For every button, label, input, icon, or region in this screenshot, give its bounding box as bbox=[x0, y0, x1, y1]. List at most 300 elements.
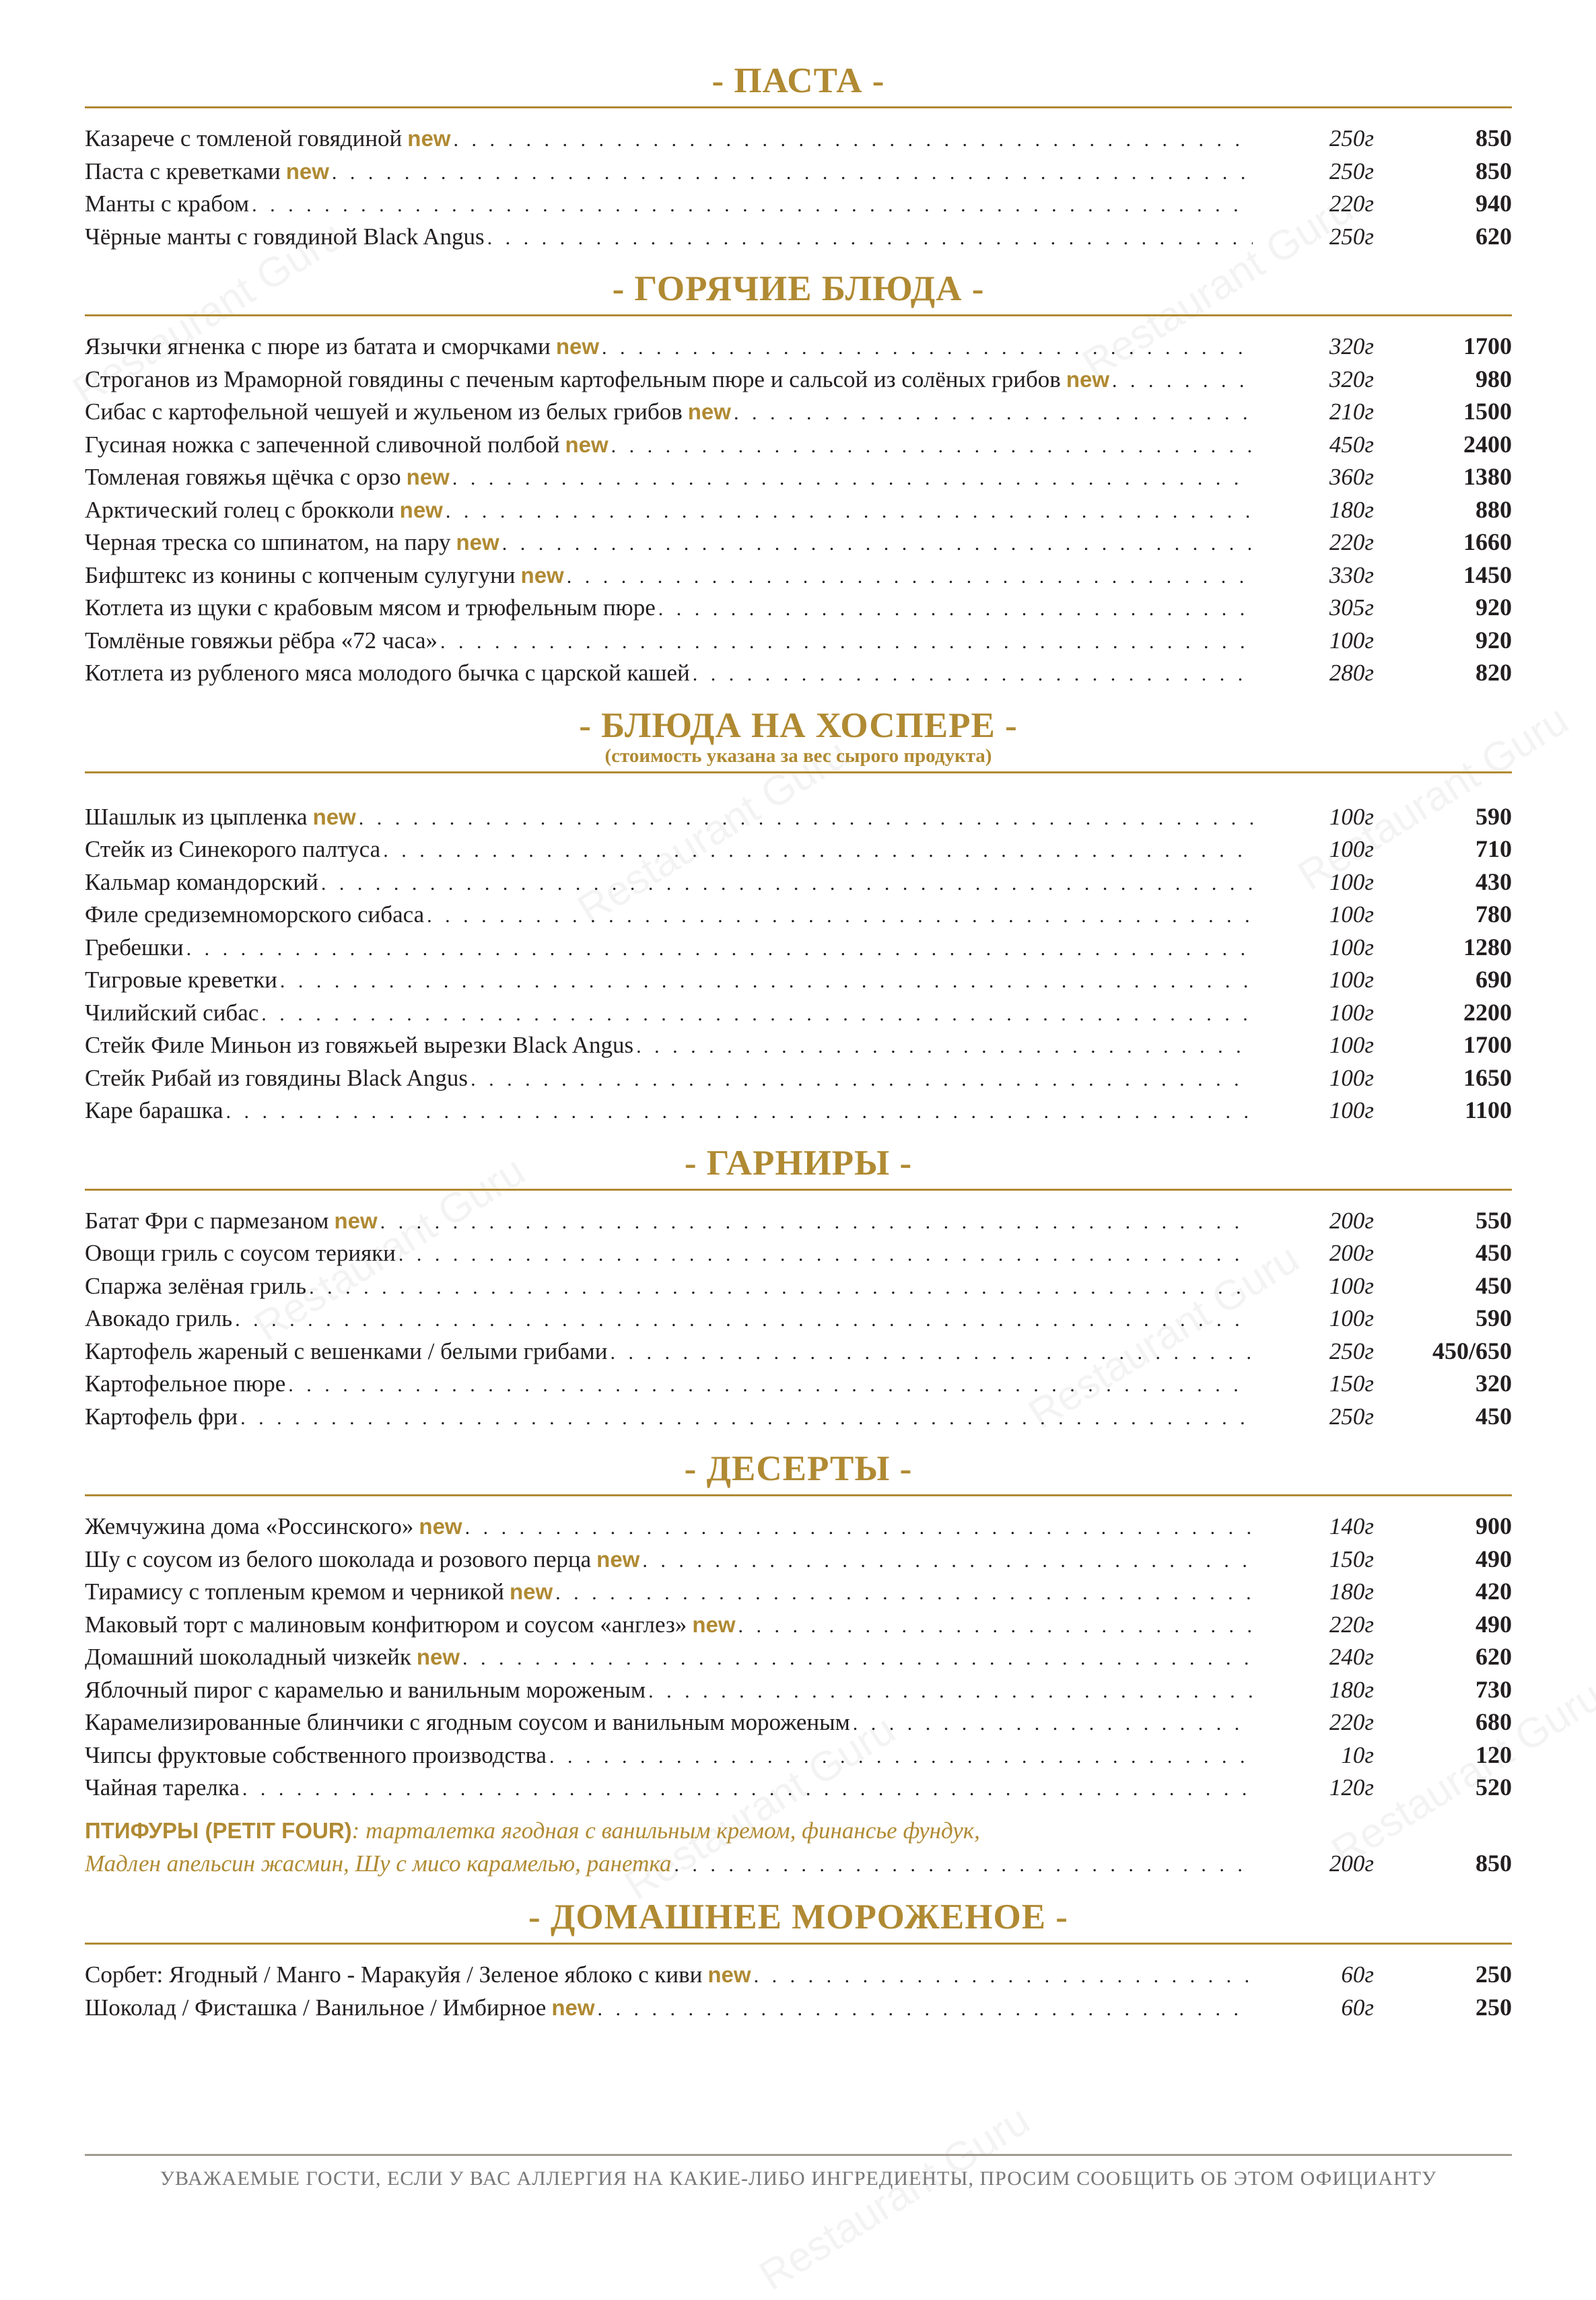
menu-item-weight: 180г bbox=[1329, 1676, 1374, 1703]
menu-item-price: 1500 bbox=[1463, 398, 1512, 425]
dot-leader bbox=[549, 1741, 1253, 1774]
menu-item-name-group bbox=[85, 1959, 1253, 1993]
menu-item-name-group bbox=[85, 155, 1253, 190]
menu-item-weight: 140г bbox=[1329, 1513, 1374, 1539]
menu-item bbox=[85, 395, 1512, 428]
menu-item-price: 820 bbox=[1476, 659, 1512, 686]
menu-item-name: Строганов из Мраморной говядины с печеным картофельным пюре и сальсой из солёных грибов bbox=[85, 365, 1061, 392]
menu-item bbox=[85, 220, 1512, 253]
menu-item-price: 710 bbox=[1476, 835, 1512, 862]
menu-item-weight: 220г bbox=[1329, 1611, 1374, 1638]
new-badge: new bbox=[1066, 366, 1110, 392]
dot-leader bbox=[598, 1993, 1253, 2026]
dot-leader bbox=[754, 1960, 1253, 1993]
menu-item-name: Шоколад / Фисташка / Ванильное / Имбирное bbox=[85, 1994, 547, 2021]
menu-item-price: 1700 bbox=[1463, 333, 1512, 359]
dot-leader bbox=[462, 1642, 1253, 1675]
dot-leader bbox=[738, 1610, 1253, 1643]
dot-leader bbox=[240, 1402, 1253, 1435]
dot-leader bbox=[309, 1271, 1253, 1304]
menu-item bbox=[85, 1991, 1512, 2024]
menu-item-price: 920 bbox=[1476, 594, 1512, 621]
menu-item-weight: 240г bbox=[1329, 1644, 1374, 1670]
menu-item-name-group bbox=[85, 1205, 1253, 1239]
menu-item-weight: 100г bbox=[1329, 999, 1374, 1026]
menu-item-price: 450 bbox=[1476, 1239, 1512, 1266]
menu-item-name: Черная треска со шпинатом, на пару bbox=[85, 529, 451, 555]
new-badge: new bbox=[551, 1994, 595, 2020]
menu-item-name-group bbox=[85, 396, 1253, 430]
menu-item bbox=[85, 363, 1512, 396]
menu-item-name: Чипсы фруктовые собственного производства bbox=[85, 1741, 547, 1768]
new-badge: new bbox=[419, 1514, 462, 1539]
menu-item-name-group bbox=[85, 1674, 1253, 1708]
menu-item bbox=[85, 931, 1512, 964]
menu-item-price: 250 bbox=[1476, 1961, 1512, 1988]
menu-item-name-group bbox=[85, 1094, 1253, 1129]
dot-leader bbox=[602, 332, 1253, 365]
new-badge: new bbox=[407, 126, 451, 151]
menu-item-weight: 250г bbox=[1329, 1403, 1374, 1430]
menu-item-name: Чёрные манты с говядиной Black Angus bbox=[85, 223, 485, 250]
menu-item-weight: 100г bbox=[1329, 868, 1374, 895]
menu-item-name: Жемчужина дома «Россинского» bbox=[85, 1513, 414, 1539]
menu-item-name: Домашний шоколадный чизкейк bbox=[85, 1644, 411, 1670]
menu-item-name: Картофельное пюре bbox=[85, 1370, 286, 1397]
petit-four-row bbox=[85, 1847, 1512, 1880]
menu-item-weight: 150г bbox=[1329, 1370, 1374, 1397]
menu-item bbox=[85, 1706, 1512, 1739]
dot-leader bbox=[567, 561, 1253, 594]
menu-item-weight: 10г bbox=[1341, 1741, 1374, 1768]
menu-item-price: 620 bbox=[1476, 222, 1512, 250]
menu-item-name: Чилийский сибас bbox=[85, 999, 259, 1026]
menu-item-name: Спаржа зелёная гриль bbox=[85, 1272, 307, 1299]
menu-item-name-group bbox=[85, 526, 1253, 561]
menu-item-name-group bbox=[85, 1368, 1253, 1402]
menu-item-name: Кальмар командорский bbox=[85, 868, 318, 895]
menu-item-name-group bbox=[85, 461, 1253, 495]
menu-item-price: 550 bbox=[1476, 1206, 1512, 1234]
menu-item-name: Стейк Филе Миньон из говяжьей вырезки Black Angus bbox=[85, 1032, 634, 1058]
menu-item bbox=[85, 866, 1512, 899]
menu-section bbox=[85, 1447, 1512, 1879]
menu-section bbox=[85, 704, 1512, 1127]
menu-item bbox=[85, 559, 1512, 592]
petit-four-label: ПТИФУРЫ (PETIT FOUR) bbox=[85, 1817, 352, 1843]
menu-item-name: Томленая говяжья щёчка с орзо bbox=[85, 464, 401, 490]
menu-item-price: 900 bbox=[1476, 1512, 1512, 1539]
menu-page bbox=[85, 59, 1512, 2023]
section-title: - ДЕСЕРТЫ - bbox=[684, 1449, 913, 1488]
menu-item-name-group bbox=[85, 1029, 1253, 1064]
dot-leader bbox=[242, 1773, 1253, 1806]
menu-item-name: Тирамису с топленым кремом и черникой bbox=[85, 1578, 504, 1605]
menu-item bbox=[85, 1302, 1512, 1335]
menu-item-weight: 330г bbox=[1329, 561, 1374, 588]
menu-item-name-group bbox=[85, 559, 1253, 594]
menu-item-name: Маковый торт с малиновым конфитюром и соусом «англез» bbox=[85, 1611, 687, 1638]
menu-item-weight: 220г bbox=[1329, 529, 1374, 555]
section-subtitle: (стоимость указана за вес сырого продукта) bbox=[604, 744, 992, 767]
menu-item-weight: 120г bbox=[1329, 1774, 1374, 1801]
dot-leader bbox=[658, 593, 1253, 626]
menu-item-price: 430 bbox=[1476, 868, 1512, 895]
menu-item bbox=[85, 656, 1512, 689]
menu-item-weight: 250г bbox=[1329, 1337, 1374, 1364]
menu-item-name-group bbox=[85, 1510, 1253, 1545]
new-badge: new bbox=[687, 399, 731, 424]
menu-item-name-group bbox=[85, 1237, 1253, 1271]
dot-leader bbox=[440, 626, 1253, 659]
menu-item-weight: 100г bbox=[1329, 1032, 1374, 1058]
menu-item-weight: 250г bbox=[1329, 158, 1374, 184]
menu-item-name-group bbox=[85, 997, 1253, 1031]
section-title: - ПАСТА - bbox=[712, 61, 885, 100]
menu-item-price: 940 bbox=[1476, 190, 1512, 217]
dot-leader bbox=[261, 998, 1253, 1031]
menu-item-price: 1700 bbox=[1463, 1031, 1512, 1058]
new-badge: new bbox=[456, 530, 499, 555]
menu-item-price: 1660 bbox=[1463, 528, 1512, 555]
petit-four-description: Мадлен апельсин жасмин, Шу с мисо карамелью, ранетка bbox=[85, 1850, 672, 1877]
menu-item-price: 2400 bbox=[1463, 430, 1512, 458]
menu-item-price: 620 bbox=[1476, 1643, 1512, 1670]
menu-item-name: Карамелизированные блинчики с ягодным соусом и ванильным мороженым bbox=[85, 1709, 850, 1735]
menu-item-name-group bbox=[85, 1543, 1253, 1578]
dot-leader bbox=[853, 1708, 1253, 1741]
menu-item-name: Бифштекс из конины с копченым сулугуни bbox=[85, 561, 516, 588]
menu-item-name-group bbox=[85, 1848, 1253, 1882]
allergy-notice: УВАЖАЕМЫЕ ГОСТИ, ЕСЛИ У ВАС АЛЛЕРГИЯ НА КАКИЕ-ЛИБО ИНГРЕДИЕНТЫ, ПРОСИМ СООБЩИТЬ ОБ ЭТОМ ОФИЦИАНТУ bbox=[160, 2167, 1437, 2190]
menu-item-weight: 100г bbox=[1329, 967, 1374, 993]
menu-item-weight: 100г bbox=[1329, 836, 1374, 862]
menu-item-name: Гусиная ножка с запеченной сливочной полбой bbox=[85, 431, 560, 458]
menu-item bbox=[85, 526, 1512, 559]
menu-item-weight: 320г bbox=[1329, 333, 1374, 359]
menu-item-name: Шу с соусом из белого шоколада и розового перца bbox=[85, 1545, 592, 1572]
menu-item bbox=[85, 493, 1512, 526]
menu-item-weight: 220г bbox=[1329, 190, 1374, 217]
menu-item-price: 450 bbox=[1476, 1271, 1512, 1299]
menu-item-price: 850 bbox=[1476, 125, 1512, 151]
menu-item-price: 850 bbox=[1476, 157, 1512, 184]
menu-item-name-group bbox=[85, 833, 1253, 868]
dot-leader bbox=[674, 1849, 1253, 1882]
section-divider bbox=[85, 106, 1512, 108]
menu-item-name: Котлета из рубленого мяса молодого бычка с царской кашей bbox=[85, 660, 690, 686]
menu-item-name: Картофель фри bbox=[85, 1403, 238, 1430]
new-badge: new bbox=[334, 1208, 378, 1233]
menu-item-name-group bbox=[85, 1062, 1253, 1096]
new-badge: new bbox=[416, 1644, 460, 1669]
new-badge: new bbox=[509, 1579, 553, 1604]
menu-item-weight: 250г bbox=[1329, 125, 1374, 151]
menu-item-name: Филе средиземноморского сибаса bbox=[85, 901, 425, 928]
menu-item bbox=[85, 187, 1512, 220]
menu-item-weight: 100г bbox=[1329, 1097, 1374, 1123]
menu-item-weight: 220г bbox=[1329, 1709, 1374, 1735]
menu-item-weight: 100г bbox=[1329, 1064, 1374, 1091]
menu-section bbox=[85, 267, 1512, 689]
dot-leader bbox=[446, 495, 1253, 528]
section-divider bbox=[85, 771, 1512, 773]
menu-item-name-group bbox=[85, 1270, 1253, 1304]
menu-item-name-group bbox=[85, 1401, 1253, 1435]
menu-item-name: Сорбет: Ягодный / Манго - Маракуйя / Зеленое яблоко с киви bbox=[85, 1961, 703, 1988]
menu-item-price: 450/650 bbox=[1432, 1337, 1512, 1364]
dot-leader bbox=[398, 1239, 1253, 1271]
menu-item-price: 490 bbox=[1476, 1545, 1512, 1572]
menu-item bbox=[85, 1543, 1512, 1576]
dot-leader bbox=[332, 157, 1253, 190]
menu-item bbox=[85, 1335, 1512, 1368]
menu-item bbox=[85, 1575, 1512, 1608]
petit-four-description: : тарталетка ягодная с ванильным кремом, финансье фундук, bbox=[351, 1817, 980, 1844]
menu-item bbox=[85, 1739, 1512, 1772]
new-badge: new bbox=[399, 497, 443, 522]
menu-item bbox=[85, 1958, 1512, 1991]
menu-item bbox=[85, 428, 1512, 461]
menu-item-name-group bbox=[85, 866, 1253, 901]
menu-item-price: 780 bbox=[1476, 901, 1512, 928]
section-title: - ГАРНИРЫ - bbox=[684, 1143, 913, 1183]
menu-item-weight: 180г bbox=[1329, 496, 1374, 523]
new-badge: new bbox=[707, 1962, 751, 1987]
menu-item-name-group bbox=[85, 330, 1253, 365]
menu-item-weight: 100г bbox=[1329, 627, 1374, 654]
menu-item bbox=[85, 1269, 1512, 1302]
menu-item-name-group bbox=[85, 429, 1253, 463]
menu-item bbox=[85, 1094, 1512, 1127]
menu-item bbox=[85, 1673, 1512, 1706]
new-badge: new bbox=[312, 804, 356, 829]
menu-item-name: Казаречe с томленой говядиной bbox=[85, 125, 403, 151]
menu-item-name: Манты с крабом bbox=[85, 190, 250, 217]
new-badge: new bbox=[565, 431, 609, 457]
menu-section bbox=[85, 59, 1512, 252]
menu-item-price: 850 bbox=[1476, 1849, 1512, 1877]
menu-item-name-group bbox=[85, 932, 1253, 966]
menu-item-name-group bbox=[85, 1641, 1253, 1675]
dot-leader bbox=[321, 868, 1253, 901]
dot-leader bbox=[453, 124, 1253, 157]
dot-leader bbox=[734, 397, 1253, 430]
menu-item-price: 320 bbox=[1476, 1370, 1512, 1397]
menu-item-name: Тигровые креветки bbox=[85, 967, 277, 993]
menu-section bbox=[85, 1142, 1512, 1433]
dot-leader bbox=[427, 900, 1253, 933]
dot-leader bbox=[186, 933, 1253, 966]
menu-item-weight: 100г bbox=[1329, 1272, 1374, 1299]
menu-item-name: Язычки ягненка с пюре из батата и сморчками bbox=[85, 333, 551, 359]
menu-item-name: Овощи гриль с соусом терияки bbox=[85, 1240, 396, 1266]
dot-leader bbox=[610, 1337, 1253, 1370]
dot-leader bbox=[380, 1206, 1253, 1239]
petit-four-item bbox=[85, 1815, 1512, 1880]
menu-item-name-group bbox=[85, 1739, 1253, 1774]
menu-item-name: Котлета из щуки с крабовым мясом и трюфельным пюре bbox=[85, 594, 656, 621]
menu-item-price: 1650 bbox=[1463, 1064, 1512, 1091]
dot-leader bbox=[359, 802, 1253, 835]
dot-leader bbox=[280, 965, 1253, 998]
menu-item bbox=[85, 800, 1512, 833]
new-badge: new bbox=[520, 562, 564, 588]
section-title: - ГОРЯЧИЕ БЛЮДА - bbox=[612, 269, 985, 308]
menu-item-name-group bbox=[85, 363, 1253, 398]
menu-item-price: 590 bbox=[1476, 1304, 1512, 1331]
new-badge: new bbox=[596, 1546, 640, 1572]
dot-leader bbox=[693, 658, 1253, 691]
menu-item-name-group bbox=[85, 1609, 1253, 1643]
menu-item bbox=[85, 1400, 1512, 1433]
dot-leader bbox=[1112, 365, 1253, 398]
menu-item-price: 450 bbox=[1476, 1402, 1512, 1430]
menu-item-weight: 280г bbox=[1329, 660, 1374, 686]
dot-leader bbox=[555, 1577, 1253, 1610]
menu-item-name: Каре барашка bbox=[85, 1097, 223, 1123]
dot-leader bbox=[235, 1304, 1253, 1337]
menu-item bbox=[85, 155, 1512, 188]
dot-leader bbox=[383, 835, 1253, 868]
menu-item-name-group bbox=[85, 1772, 1253, 1806]
menu-item bbox=[85, 833, 1512, 866]
menu-item-price: 2200 bbox=[1463, 998, 1512, 1026]
menu-item-name-group bbox=[85, 1576, 1253, 1610]
menu-item-price: 730 bbox=[1476, 1675, 1512, 1703]
dot-leader bbox=[611, 430, 1253, 463]
menu-item-weight: 200г bbox=[1329, 1850, 1374, 1877]
menu-item-price: 920 bbox=[1476, 626, 1512, 654]
menu-item-weight: 150г bbox=[1329, 1545, 1374, 1572]
new-badge: new bbox=[406, 464, 450, 489]
dot-leader bbox=[452, 462, 1253, 495]
menu-item bbox=[85, 1510, 1512, 1543]
menu-item-weight: 100г bbox=[1329, 803, 1374, 830]
menu-item-weight: 200г bbox=[1329, 1240, 1374, 1266]
menu-item-name: Батат Фри с пармезаном bbox=[85, 1207, 329, 1234]
menu-item-name: Картофель жареный с вешенками / белыми грибами bbox=[85, 1337, 608, 1364]
section-divider bbox=[85, 1943, 1512, 1945]
section-divider bbox=[85, 314, 1512, 316]
dot-leader bbox=[642, 1545, 1253, 1578]
section-divider bbox=[85, 1494, 1512, 1496]
footer-divider bbox=[85, 2154, 1512, 2156]
menu-item-name: Сибас с картофельной чешуей и жульеном из белых грибов bbox=[85, 398, 683, 425]
menu-item bbox=[85, 1061, 1512, 1094]
menu-item-price: 1100 bbox=[1464, 1096, 1512, 1123]
dot-leader bbox=[471, 1064, 1253, 1096]
menu-item-price: 680 bbox=[1476, 1708, 1512, 1735]
menu-item-price: 1280 bbox=[1463, 933, 1512, 961]
menu-item-name: Авокадо гриль bbox=[85, 1305, 233, 1331]
menu-item-weight: 60г bbox=[1341, 1961, 1374, 1988]
dot-leader bbox=[288, 1369, 1253, 1402]
menu-item-name-group bbox=[85, 494, 1253, 528]
petit-four-line bbox=[85, 1815, 1512, 1847]
menu-item-name-group bbox=[85, 657, 1253, 691]
menu-item-name-group bbox=[85, 1335, 1253, 1370]
menu-item-name-group bbox=[85, 123, 1253, 157]
section-divider bbox=[85, 1189, 1512, 1191]
menu-item-weight: 250г bbox=[1329, 223, 1374, 250]
menu-item-name-group bbox=[85, 188, 1253, 222]
menu-item-weight: 305г bbox=[1329, 594, 1374, 621]
menu-item-weight: 200г bbox=[1329, 1207, 1374, 1234]
menu-item-price: 520 bbox=[1476, 1774, 1512, 1801]
menu-item-weight: 100г bbox=[1329, 901, 1374, 928]
menu-item-name: Стейк Рибай из говядины Black Angus bbox=[85, 1064, 469, 1091]
menu-item-weight: 100г bbox=[1329, 1305, 1374, 1331]
menu-item-name: Арктический голец с брокколи bbox=[85, 496, 394, 523]
menu-item-price: 980 bbox=[1476, 365, 1512, 392]
menu-item-price: 420 bbox=[1476, 1578, 1512, 1605]
menu-item-name-group bbox=[85, 592, 1253, 626]
menu-item-name-group bbox=[85, 1992, 1253, 2026]
menu-item bbox=[85, 591, 1512, 624]
menu-item-weight: 450г bbox=[1329, 431, 1374, 458]
menu-item-weight: 360г bbox=[1329, 464, 1374, 490]
menu-item-name: Шашлык из цыпленка bbox=[85, 803, 308, 830]
menu-item-name: Паста с креветками bbox=[85, 158, 281, 184]
menu-item bbox=[85, 1608, 1512, 1641]
menu-item-weight: 210г bbox=[1329, 398, 1374, 425]
dot-leader bbox=[502, 528, 1253, 561]
menu-item-weight: 100г bbox=[1329, 934, 1374, 961]
new-badge: new bbox=[285, 158, 329, 184]
menu-item-name: Яблочный пирог с карамелью и ванильным мороженым bbox=[85, 1676, 646, 1703]
menu-item-price: 880 bbox=[1476, 495, 1512, 523]
menu-item-name: Чайная тарелка bbox=[85, 1774, 240, 1801]
menu-item bbox=[85, 330, 1512, 363]
new-badge: new bbox=[692, 1611, 736, 1637]
menu-item bbox=[85, 1029, 1512, 1061]
watermark bbox=[751, 2096, 1038, 2300]
dot-leader bbox=[252, 189, 1253, 222]
new-badge: new bbox=[555, 334, 600, 359]
menu-item bbox=[85, 996, 1512, 1029]
menu-item bbox=[85, 460, 1512, 493]
menu-item bbox=[85, 122, 1512, 155]
menu-item-name: Томлёные говяжьи рёбра «72 часа» bbox=[85, 627, 438, 654]
menu-item-name-group bbox=[85, 1302, 1253, 1337]
menu-item-name: Стейк из Синекорого палтуса bbox=[85, 836, 381, 862]
dot-leader bbox=[487, 222, 1253, 255]
menu-item bbox=[85, 1204, 1512, 1237]
menu-item-price: 690 bbox=[1476, 966, 1512, 993]
menu-item-weight: 60г bbox=[1341, 1994, 1374, 2021]
menu-item-weight: 180г bbox=[1329, 1578, 1374, 1605]
section-title: - ДОМАШНЕЕ МОРОЖЕНОЕ - bbox=[528, 1897, 1068, 1937]
menu-item-name-group bbox=[85, 899, 1253, 933]
menu-item-name-group bbox=[85, 964, 1253, 998]
dot-leader bbox=[465, 1512, 1253, 1545]
menu-item-name-group bbox=[85, 801, 1253, 835]
dot-leader bbox=[648, 1675, 1253, 1708]
menu-section bbox=[85, 1895, 1512, 2023]
menu-item bbox=[85, 1367, 1512, 1400]
menu-item-weight: 320г bbox=[1329, 365, 1374, 392]
dot-leader bbox=[226, 1096, 1253, 1129]
menu-item-price: 120 bbox=[1476, 1741, 1512, 1768]
menu-item bbox=[85, 1236, 1512, 1269]
menu-item bbox=[85, 898, 1512, 931]
menu-item-name: Гребешки bbox=[85, 934, 184, 961]
menu-item bbox=[85, 624, 1512, 657]
menu-item bbox=[85, 963, 1512, 996]
menu-item-price: 1380 bbox=[1463, 463, 1512, 490]
menu-item-name-group bbox=[85, 1706, 1253, 1741]
